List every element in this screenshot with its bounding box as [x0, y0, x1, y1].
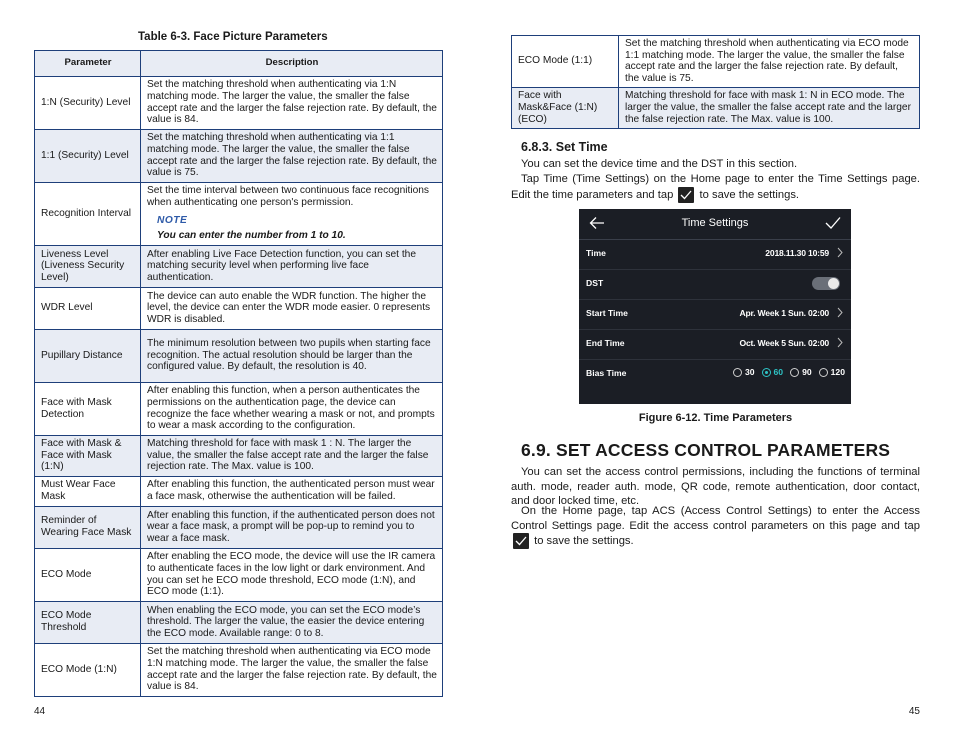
- chevron-right-icon: [837, 307, 843, 320]
- face-parameters-table: [34, 50, 443, 697]
- end-time-row[interactable]: [579, 330, 851, 360]
- screen-header: [579, 209, 851, 240]
- chevron-right-icon: [837, 247, 843, 260]
- bias-option-120[interactable]: [819, 367, 845, 377]
- desc-cell: After enabling this function, the authenticated person must wear a face mask, otherwise the authentication will be failed.: [141, 477, 443, 507]
- bias-option-60[interactable]: [762, 367, 784, 377]
- time-label: Time: [586, 248, 606, 258]
- table-row: [35, 246, 443, 288]
- parameter-header: Parameter: [35, 51, 141, 77]
- param-cell: ECO Mode (1:1): [512, 36, 619, 88]
- checkmark-icon: [513, 533, 529, 549]
- desc-cell: Set the matching threshold when authenticating via ECO mode 1:N matching mode. The larger the value, the smaller the false accept rate and the larger the false rejection rate. By default, the value is 84.: [141, 644, 443, 697]
- bias-option-label: 30: [744, 367, 755, 377]
- param-cell: 1:1 (Security) Level: [35, 130, 141, 183]
- desc-cell: Matching threshold for face with mask 1: N in ECO mode. The larger the value, the smaller the false accept rate and the larger the false rejection rate. The Max. value is 100.: [619, 88, 920, 129]
- desc-cell: Matching threshold for face with mask 1 : N. The larger the value, the smaller the false accept rate and the larger the false rejection rate. The Max. value is 100.: [141, 436, 443, 477]
- note-label: NOTE: [157, 214, 188, 226]
- desc-cell: When enabling the ECO mode, you can set the ECO mode’s threshold. The larger the value, the easier the device entering the ECO mode. Available range: 0 to 8.: [141, 602, 443, 644]
- desc-cell: After enabling this function, if the authenticated person does not wear a face mask, a prompt will be pop-up to remind you to wear a face mask.: [141, 507, 443, 549]
- table-row: [35, 602, 443, 644]
- end-time-value: Oct. Week 5 Sun. 02:00: [739, 338, 829, 348]
- paragraph-text: On the Home page, tap ACS (Access Control Settings) to enter the Access Control Settings page. Edit the access control parameters on this page and tap: [511, 505, 920, 532]
- radio-selected-icon: [762, 368, 771, 377]
- table-row: [35, 507, 443, 549]
- start-time-row[interactable]: [579, 300, 851, 330]
- table-row: [35, 436, 443, 477]
- bias-option-label: 120: [830, 367, 845, 377]
- param-cell: Reminder of Wearing Face Mask: [35, 507, 141, 549]
- time-value: 2018.11.30 10:59: [765, 248, 829, 258]
- desc-cell: Set the matching threshold when authenticating via ECO mode 1:1 matching mode. The larger the value, the smaller the false accept rate and the larger the false rejection rate. By default, the value is 75.: [619, 36, 920, 88]
- table-row: [35, 644, 443, 697]
- page-number: 44: [34, 706, 46, 717]
- param-cell: ECO Mode Threshold: [35, 602, 141, 644]
- bias-option-label: 90: [802, 367, 812, 377]
- table-row: [35, 383, 443, 436]
- desc-cell: Set the matching threshold when authenticating via 1:1 matching mode. The larger the value, the smaller the false accept rate and the larger the false rejection rate. By default, the value is 75.: [141, 130, 443, 183]
- paragraph: [511, 504, 920, 549]
- param-cell: Face with Mask Detection: [35, 383, 141, 436]
- param-cell: ECO Mode: [35, 549, 141, 602]
- start-time-label: Start Time: [586, 308, 628, 318]
- param-cell: 1:N (Security) Level: [35, 77, 141, 130]
- note-text: You can enter the number from 1 to 10.: [157, 230, 346, 242]
- param-cell: Face with Mask&Face (1:N) (ECO): [512, 88, 619, 129]
- param-cell: Pupillary Distance: [35, 330, 141, 383]
- section-heading-set-time: 6.8.3. Set Time: [521, 140, 608, 154]
- radio-icon: [790, 368, 799, 377]
- dst-row: [579, 270, 851, 300]
- table-row: [35, 130, 443, 183]
- checkmark-icon: [678, 187, 694, 203]
- desc-cell: After enabling Live Face Detection function, you can set the matching security level when performing live face authentication.: [141, 246, 443, 288]
- desc-cell: The minimum resolution between two pupils when starting face recognition. The actual resolution should be larger than the configured value. By default, the resolution is 40.: [141, 330, 443, 383]
- dst-label: DST: [586, 278, 604, 288]
- desc-cell: After enabling this function, when a person authenticates the permissions on the authentication page, the device can recognize the face whether wearing a mask or not, and prompts to wear a mask according to the configuration.: [141, 383, 443, 436]
- end-time-label: End Time: [586, 338, 625, 348]
- table-header-row: [35, 51, 443, 77]
- paragraph-text: Tap Time (Time Settings) on the Home page to enter the Time Settings page. Edit the time parameters and tap: [511, 173, 920, 201]
- radio-icon: [819, 368, 828, 377]
- table-row: [35, 77, 443, 130]
- radio-icon: [733, 368, 742, 377]
- table-title: Table 6-3. Face Picture Parameters: [138, 31, 328, 43]
- description-header: Description: [141, 51, 443, 77]
- confirm-check-icon[interactable]: [825, 216, 841, 232]
- param-cell: Recognition Interval: [35, 183, 141, 246]
- screen-title: Time Settings: [681, 217, 749, 229]
- table-row: [35, 549, 443, 602]
- start-time-value: Apr. Week 1 Sun. 02:00: [739, 308, 829, 318]
- desc-text: Set the time interval between two continuous face recognitions when authenticating one person's permission.: [147, 185, 430, 208]
- desc-cell: Set the matching threshold when authenticating via 1:N matching mode. The larger the value, the smaller the false accept rate and the larger the false rejection rate. By default, the value is 84.: [141, 77, 443, 130]
- param-cell: ECO Mode (1:N): [35, 644, 141, 697]
- table-row: [35, 330, 443, 383]
- desc-cell: [141, 183, 443, 246]
- bias-option-label: 60: [773, 367, 784, 377]
- table-row: [35, 183, 443, 246]
- param-cell: Face with Mask & Face with Mask (1:N): [35, 436, 141, 477]
- figure-caption: Figure 6-12. Time Parameters: [638, 412, 793, 424]
- bias-option-90[interactable]: [790, 367, 812, 377]
- right-page: [477, 0, 954, 738]
- bias-time-row: [579, 360, 851, 389]
- desc-cell: The device can auto enable the WDR function. The higher the level, the device can enter the WDR mode easier. 0 represents WDR is disabled.: [141, 288, 443, 330]
- time-row[interactable]: [579, 240, 851, 270]
- toggle-knob: [828, 278, 839, 289]
- section-heading-access-control: 6.9. SET ACCESS CONTROL PARAMETERS: [521, 440, 891, 460]
- param-cell: Must Wear Face Mask: [35, 477, 141, 507]
- paragraph: You can set the access control permissions, including the functions of terminal auth. mode, reader auth. mode, QR code, remote authentication, door contact, and door locked time, etc.: [511, 466, 920, 507]
- table-row: [512, 36, 920, 88]
- chevron-right-icon: [837, 337, 843, 350]
- time-settings-screenshot: [579, 209, 851, 404]
- table-row: [35, 477, 443, 507]
- paragraph: You can set the device time and the DST in this section.: [521, 158, 798, 170]
- table-row: [512, 88, 920, 129]
- paragraph-text: to save the settings.: [699, 188, 800, 201]
- paragraph: [511, 172, 920, 203]
- bias-option-30[interactable]: [733, 367, 755, 377]
- page-number: 45: [908, 706, 920, 717]
- param-cell: WDR Level: [35, 288, 141, 330]
- eco-parameters-table: [511, 35, 920, 129]
- bias-time-label: Bias Time: [586, 368, 627, 378]
- table-row: [35, 288, 443, 330]
- desc-cell: After enabling the ECO mode, the device will use the IR camera to authenticate faces in the low light or dark environment. And you can set he ECO mode threshold, ECO mode (1:N), and ECO mode (1:1).: [141, 549, 443, 602]
- param-cell: Liveness Level (Liveness Security Level): [35, 246, 141, 288]
- paragraph-text: to save the settings.: [534, 534, 634, 547]
- bias-time-options: [733, 367, 845, 377]
- dst-toggle[interactable]: [812, 277, 840, 290]
